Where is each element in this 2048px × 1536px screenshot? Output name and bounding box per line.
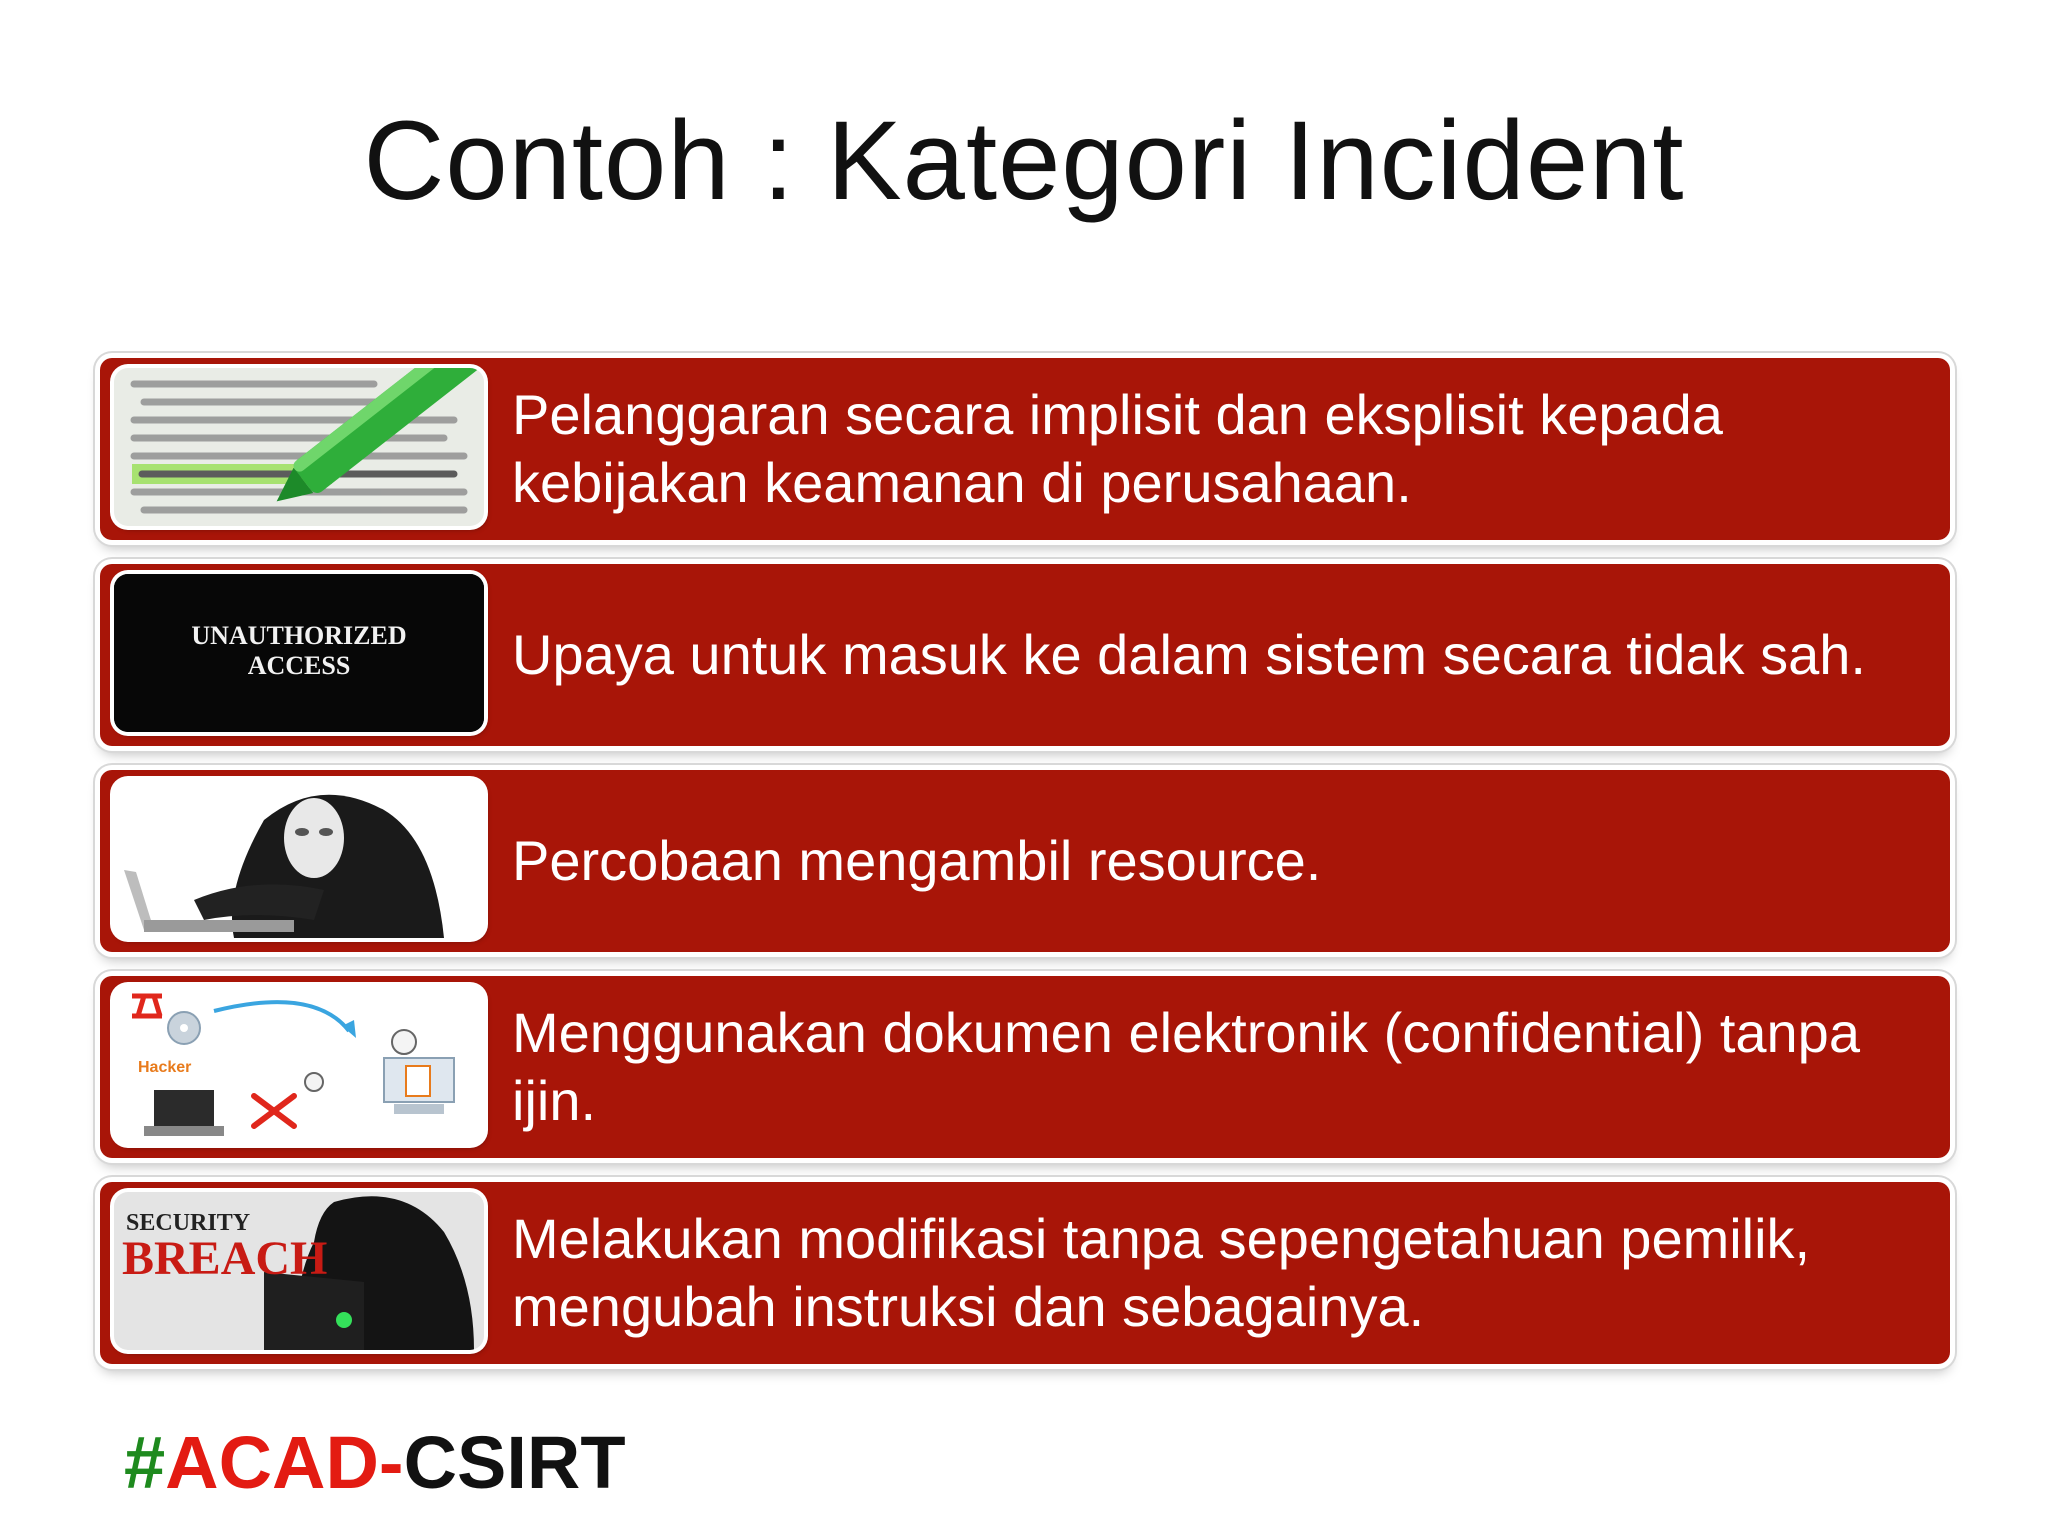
incident-row-unauthorized-access: [100, 564, 1950, 746]
privacy-highlighter-image: [114, 368, 484, 526]
footer-acad: ACAD-: [165, 1421, 404, 1504]
incident-row-resource-theft: [100, 770, 1950, 952]
footer-brand: [124, 1420, 626, 1505]
incident-row-policy-violation: [100, 358, 1950, 540]
unauthorized-access-image: [114, 574, 484, 732]
breach-label: BREACH: [122, 1232, 328, 1285]
incident-description: Melakukan modifikasi tanpa sepengetahuan pemilik, mengubah instruksi dan sebagainya.: [512, 1207, 1811, 1338]
footer-hash: #: [124, 1421, 166, 1504]
slide-title: Contoh : Kategori Incident: [363, 98, 1685, 223]
incident-description: Menggunakan dokumen elektronik (confidential) tanpa ijin.: [512, 1001, 1860, 1132]
security-breach-image: [114, 1192, 484, 1350]
unauthorized-label: UNAUTHORIZED: [191, 621, 407, 650]
incident-description: Percobaan mengambil resource.: [512, 829, 1322, 892]
hacker-diagram-image: [114, 986, 484, 1144]
hacker-label: Hacker: [138, 1059, 192, 1076]
incident-category-list: [100, 358, 1950, 1388]
incident-description: Pelanggaran secara implisit dan eksplisit kepada kebijakan keamanan di perusahaan.: [512, 383, 1723, 514]
footer-csirt: CSIRT: [403, 1421, 626, 1504]
security-label: SECURITY: [126, 1210, 251, 1236]
masked-hacker-image: [114, 780, 484, 938]
incident-description: Upaya untuk masuk ke dalam sistem secara tidak sah.: [512, 623, 1866, 686]
incident-row-document-misuse: [100, 976, 1950, 1158]
access-label: ACCESS: [247, 651, 351, 680]
incident-row-unauthorized-modification: [100, 1182, 1950, 1364]
